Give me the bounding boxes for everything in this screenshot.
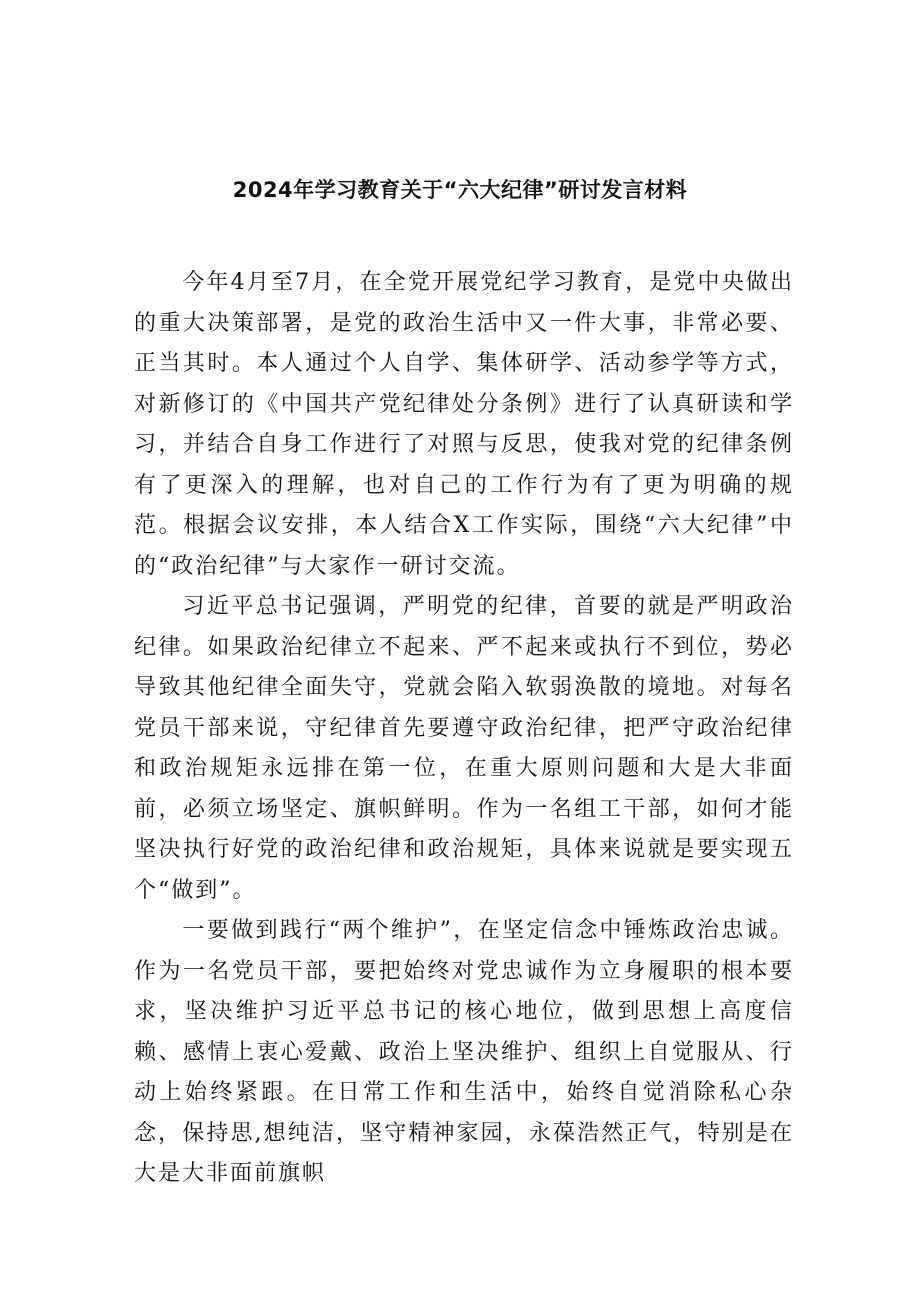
paragraph-intro: 今年4月至7月，在全党开展党纪学习教育，是党中央做出的重大决策部署，是党的政治生活中又一件大事，非常必要、正当其时。本人通过个人自学、集体研学、活动参学等方式，对新修订的《中国共产党纪律处分条例》进行了认真研读和学习，并结合自身工作进行了对照与反思，使我对党的纪律条例有了更深入的理解，也对自己的工作行为有了更为明确的规范。根据会议安排，本人结合X工作实际，围绕“六大纪律”中的“政治纪律”与大家作一研讨交流。	[134, 270, 794, 579]
paragraph-political-discipline: 习近平总书记强调，严明党的纪律，首要的就是严明政治纪律。如果政治纪律立不起来、严不起来或执行不到位，势必导致其他纪律全面失守，党就会陷入软弱涣散的境地。对每名党员干部来说，守纪律首先要遵守政治纪律，把严守政治纪律和政治规矩永远排在第一位，在重大原则问题和大是大非面前，必须立场坚定、旗帜鲜明。作为一名组工干部，如何才能坚决执行好党的政治纪律和政治规矩，具体来说就是要实现五个“做到”。	[134, 594, 794, 903]
paragraph-two-safeguards: 一要做到践行“两个维护”，在坚定信念中锤炼政治忠诚。作为一名党员干部，要把始终对党忠诚作为立身履职的根本要求，坚决维护习近平总书记的核心地位，做到思想上高度信赖、感情上衷心爱戴、政治上坚决维护、组织上自觉服从、行动上始终紧跟。在日常工作和生活中，始终自觉消除私心杂念，保持思,想纯洁，坚守精神家园，永葆浩然正气，特别是在大是大非面前旗帜	[134, 918, 794, 1186]
document-body	[134, 263, 794, 1195]
document-title: 2024年学习教育关于“六大纪律”研讨发言材料	[232, 178, 688, 202]
